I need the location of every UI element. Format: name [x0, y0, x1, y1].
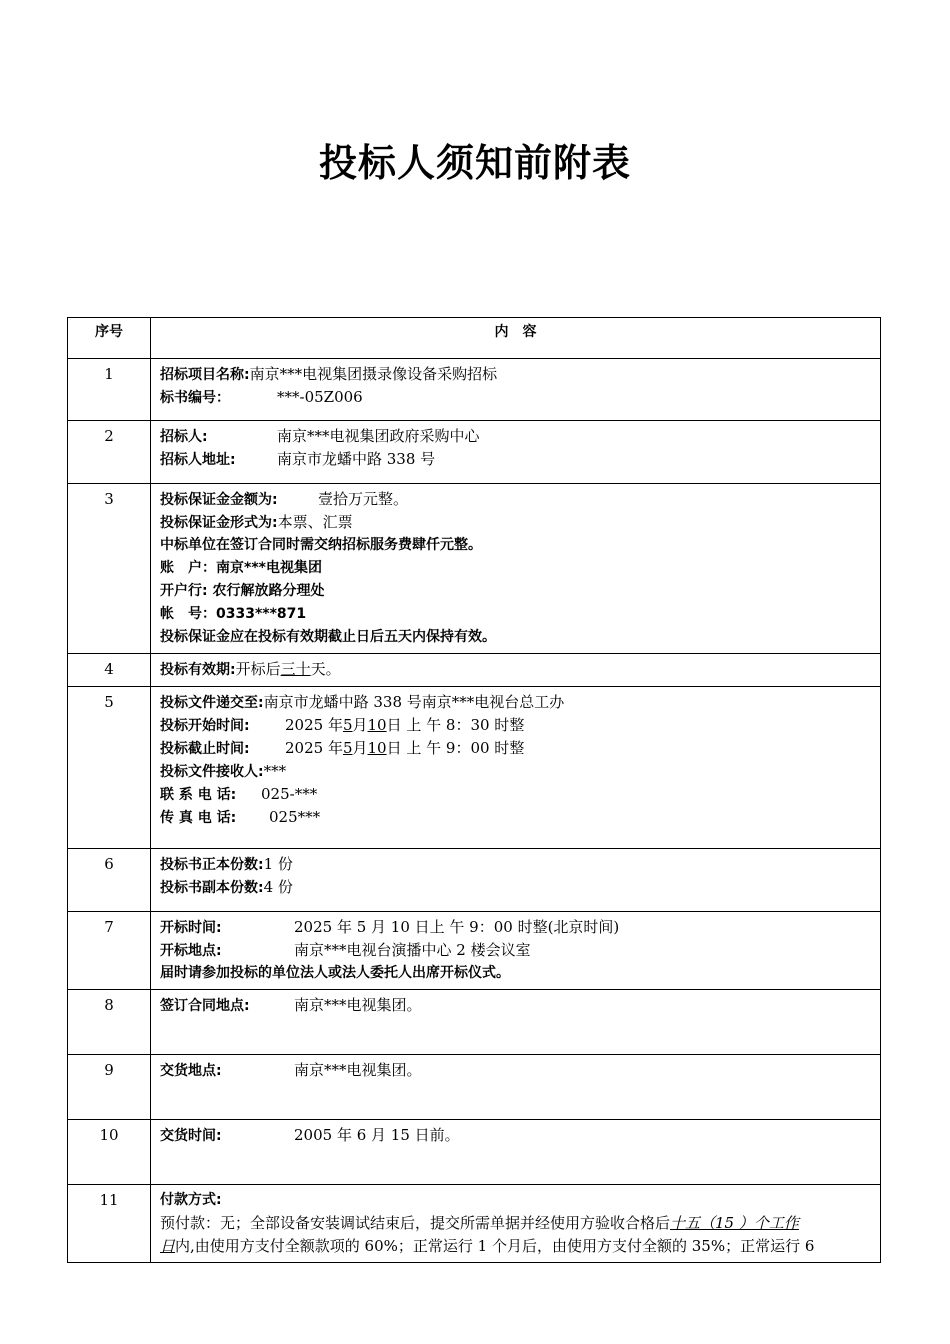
end-day: 10: [367, 739, 387, 757]
row-num: 9: [68, 1055, 151, 1120]
field-label: 投标书副本份数:: [160, 880, 264, 896]
field-label: 签订合同地点:: [160, 998, 250, 1014]
table-row: [68, 1120, 881, 1185]
row-content: [151, 912, 881, 990]
field-value: 2025 年: [285, 716, 343, 734]
payment-terms-text: 预付款：无；全部设备安装调试结束后，提交所需单据并经使用方验收合格后: [160, 1214, 671, 1232]
bidder-instructions-table: [67, 317, 881, 1263]
table-row: [68, 849, 881, 912]
table-row: [68, 990, 881, 1055]
row-content: [151, 654, 881, 687]
field-value: 南京市龙蟠中路 338 号: [277, 450, 436, 468]
payment-days: 十五（15 ）个工作: [670, 1214, 799, 1232]
row-content: [151, 849, 881, 912]
row-content: [151, 359, 881, 421]
field-label: 联 系 电 话:: [160, 787, 237, 803]
field-value: 025-***: [261, 785, 318, 803]
payment-terms-text: 内,由使用方支付全额款项的 60%；正常运行 1 个月后，由使用方支付全额的 35%；正常运行 6: [175, 1237, 815, 1255]
row-content: [151, 1120, 881, 1185]
validity-days: 三十: [280, 660, 311, 678]
field-value: 2005 年 6 月 15 日前。: [294, 1126, 460, 1144]
header-num: 序号: [68, 318, 151, 359]
field-value: 南京***电视集团政府采购中心: [277, 427, 480, 445]
field-value: 日 上 午 9：00 时整: [386, 739, 525, 757]
field-value: 南京市龙蟠中路 338 号南京***电视台总工办: [263, 693, 565, 711]
account-number: 帐 号：0333***871: [160, 606, 307, 622]
row-num: 10: [68, 1120, 151, 1185]
row-num: 8: [68, 990, 151, 1055]
field-value: 南京***电视集团。: [294, 996, 422, 1014]
field-label: 开标地点:: [160, 943, 222, 959]
row-num: 4: [68, 654, 151, 687]
table-row: [68, 484, 881, 654]
field-label: 投标开始时间:: [160, 718, 250, 734]
payment-days-cont: 日: [160, 1237, 176, 1255]
row-content: [151, 421, 881, 484]
opening-attendance-note: 届时请参加投标的单位法人或法人委托人出席开标仪式。: [160, 965, 510, 981]
account-name: 账 户：南京***电视集团: [160, 560, 322, 576]
field-value: ***-05Z006: [277, 388, 363, 406]
field-value: 壹拾万元整。: [318, 490, 409, 508]
field-value: 日 上 午 8：30 时整: [386, 716, 525, 734]
row-num: 5: [68, 687, 151, 849]
row-num: 11: [68, 1185, 151, 1263]
table-row: [68, 912, 881, 990]
service-fee-note: 中标单位在签订合同时需交纳招标服务费肆仟元整。: [160, 537, 482, 553]
row-num: 3: [68, 484, 151, 654]
field-value: 4 份: [263, 878, 293, 896]
table-row: [68, 687, 881, 849]
table-row: [68, 1055, 881, 1120]
field-label: 投标保证金形式为:: [160, 515, 278, 531]
row-num: 2: [68, 421, 151, 484]
field-label: 招标项目名称:: [160, 367, 250, 383]
field-label: 标书编号：: [160, 390, 230, 406]
field-label: 投标文件接收人:: [160, 764, 264, 780]
field-value: 2025 年 5 月 10 日上 午 9：00 时整(北京时间): [294, 918, 620, 936]
field-value: 开标后: [235, 660, 281, 678]
field-value: 南京***电视集团摄录像设备采购招标: [249, 365, 498, 383]
field-label: 交货地点:: [160, 1063, 222, 1079]
field-label: 投标截止时间:: [160, 741, 250, 757]
end-month: 5: [342, 739, 353, 757]
field-label: 开标时间:: [160, 920, 222, 936]
field-value: 南京***电视台演播中心 2 楼会议室: [294, 941, 531, 959]
row-content: [151, 1185, 881, 1263]
row-content: [151, 687, 881, 849]
field-value: 1 份: [263, 855, 293, 873]
field-value: 南京***电视集团。: [294, 1061, 422, 1079]
table-row: [68, 359, 881, 421]
start-day: 10: [367, 716, 387, 734]
field-label: 投标文件递交至:: [160, 695, 264, 711]
table-row: [68, 654, 881, 687]
row-content: [151, 990, 881, 1055]
table-row: [68, 1185, 881, 1263]
start-month: 5: [342, 716, 353, 734]
field-label: 投标有效期:: [160, 662, 236, 678]
deposit-validity-note: 投标保证金应在投标有效期截止日后五天内保持有效。: [160, 629, 496, 645]
row-num: 7: [68, 912, 151, 990]
field-value: 月: [352, 739, 368, 757]
field-label: 招标人:: [160, 429, 208, 445]
field-label: 付款方式:: [160, 1192, 222, 1208]
field-value: 月: [352, 716, 368, 734]
table-row: [68, 421, 881, 484]
field-value: 025***: [269, 808, 321, 826]
header-content: 内 容: [151, 318, 881, 359]
table-header-row: [68, 318, 881, 359]
field-label: 传 真 电 话:: [160, 810, 237, 826]
field-value: 天。: [310, 660, 341, 678]
field-value: ***: [263, 762, 287, 780]
row-num: 1: [68, 359, 151, 421]
field-label: 交货时间:: [160, 1128, 222, 1144]
account-bank: 开户行: 农行解放路分理处: [160, 583, 325, 599]
page-title: 投标人须知前附表: [318, 141, 631, 185]
field-label: 投标保证金金额为:: [160, 492, 278, 508]
row-content: [151, 1055, 881, 1120]
field-label: 招标人地址:: [160, 452, 236, 468]
field-value: 本票、汇票: [277, 513, 353, 531]
row-num: 6: [68, 849, 151, 912]
row-content: [151, 484, 881, 654]
field-label: 投标书正本份数:: [160, 857, 264, 873]
field-value: 2025 年: [285, 739, 343, 757]
